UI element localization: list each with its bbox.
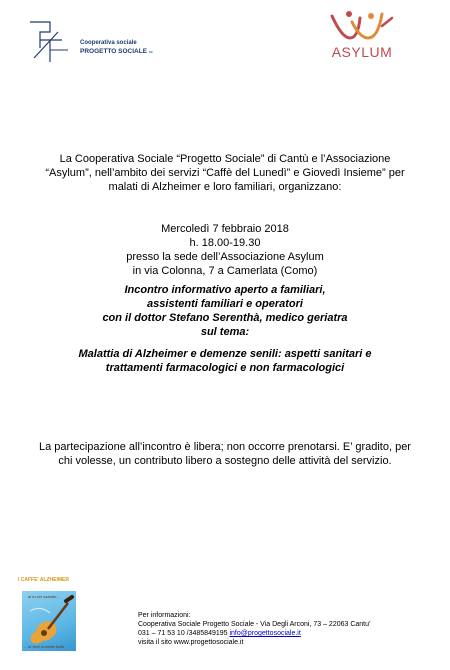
event-address: in via Colonna, 7 a Camerlata (Como) (132, 265, 318, 277)
meeting-line: con il dottor Stefano Serenthà, medico geriatra (102, 312, 348, 324)
info-address: Cooperativa Sociale Progetto Sociale - Via Degli Arconi, 73 – 22063 Cantu’ (138, 621, 371, 628)
participation-line: chi volesse, un contributo libero a sostegno delle attività del servizio. (58, 455, 392, 467)
coop-logo-small-text: Cooperativa sociale (80, 40, 137, 46)
asylum-logo-icon (322, 8, 402, 44)
meeting-description (0, 283, 450, 339)
event-place: presso la sede dell’Associazione Asylum (126, 251, 324, 263)
participation-note (0, 440, 450, 468)
intro-line: malati di Alzheimer e loro familiari, organizzano: (108, 181, 342, 193)
cafe-image-bottom-text: ... tu' voce la chiede fiorita (24, 645, 65, 649)
info-phone: 031 – 71 53 10 /3485849195 (138, 630, 228, 637)
topic-title (0, 347, 450, 375)
info-label: Per informazioni: (138, 612, 191, 619)
progetto-sociale-logo-icon (28, 18, 88, 68)
asylum-logo (322, 8, 402, 68)
event-date: Mercoledì 7 febbraio 2018 (161, 223, 289, 235)
asylum-logo-text: ASYLUM (331, 44, 393, 60)
intro-line: La Cooperativa Sociale “Progetto Sociale” di Cantù e l’Associazione (59, 153, 391, 165)
cafe-image-top-text: ai tu ser ssando... (28, 594, 60, 599)
info-phone-email (138, 629, 371, 638)
coop-logo-name (80, 48, 153, 55)
guitar-icon (22, 591, 76, 651)
email-link[interactable]: info@progettosociale.it (229, 630, 301, 637)
event-time: h. 18.00-19.30 (189, 237, 261, 249)
meeting-line: Incontro informativo aperto a familiari, (124, 284, 326, 296)
cafe-alzheimer-image (22, 591, 76, 651)
event-details (0, 222, 450, 278)
coop-logo-name-text: PROGETTO SOCIALE (80, 48, 148, 55)
topic-line: Malattia di Alzheimer e demenze senili: aspetti sanitari e (78, 348, 372, 360)
topic-line: trattamenti farmacologici e non farmacologici (105, 362, 345, 374)
meeting-line: assistenti familiari e operatori (147, 298, 303, 310)
contact-info (138, 611, 371, 647)
intro-paragraph (0, 152, 450, 194)
coop-logo-suffix: sc (148, 49, 153, 54)
intro-line: “Asylum”, nell’ambito dei servizi “Caffè del Lunedì” e Giovedì Insieme” per (45, 167, 405, 179)
website-link[interactable]: visita il sito www.progettosociale.it (138, 639, 244, 646)
meeting-line: sul tema: (200, 326, 250, 338)
participation-line: La partecipazione all’incontro è libera; non occorre prenotarsi. E’ gradito, per (39, 441, 411, 453)
cafe-alzheimer-title: I CAFFE' ALZHEIMER (18, 577, 70, 583)
